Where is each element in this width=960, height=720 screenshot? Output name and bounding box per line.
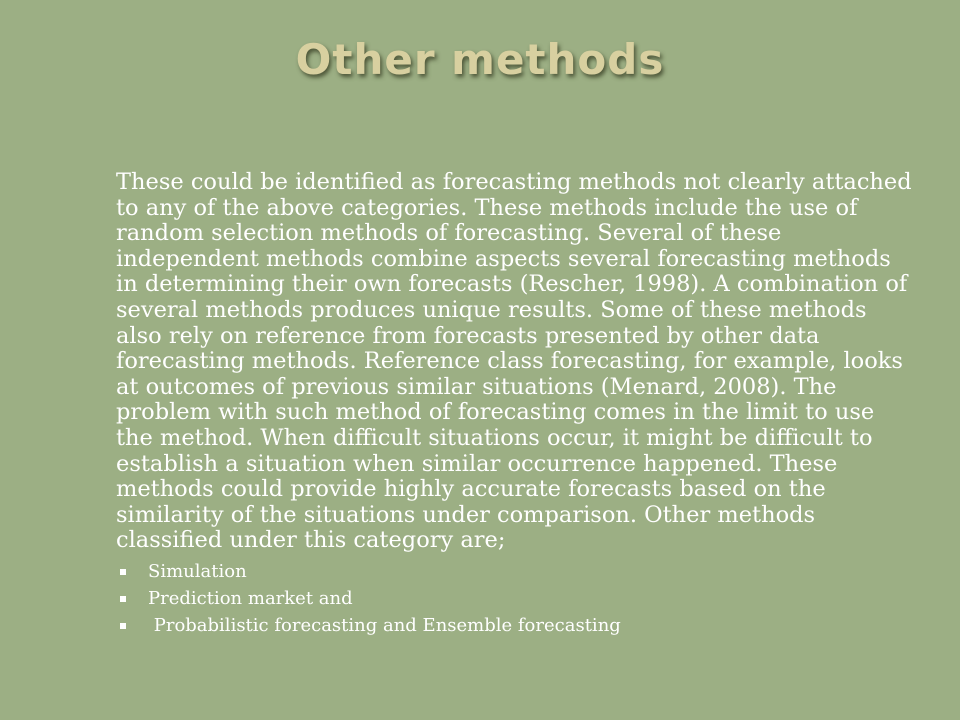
- slide-title: Other methods: [295, 35, 665, 84]
- bullet-text: Simulation: [148, 561, 247, 582]
- bullet-item: [116, 585, 916, 612]
- square-bullet-icon: [120, 596, 126, 602]
- bullet-text: Prediction market and: [148, 588, 353, 609]
- bullet-item: [116, 558, 916, 585]
- bullet-item: [116, 612, 916, 639]
- square-bullet-icon: [120, 623, 126, 629]
- bullet-text: Probabilistic forecasting and Ensemble forecasting: [148, 615, 621, 636]
- bullet-list: [116, 558, 916, 639]
- body-paragraph: These could be identified as forecasting methods not clearly attached to any of the above categories. These methods include the use of random selection methods of forecasting. Several of these independent methods combine aspects several forecasting methods in determining their own forecasts (Rescher, 1998). A combination of several methods produces unique results. Some of these methods also rely on reference from forecasts presented by other data forecasting methods. Reference class forecasting, for example, looks at outcomes of previous similar situations (Menard, 2008). The problem with such method of forecasting comes in the limit to use the method. When difficult situations occur, it might be difficult to establish a situation when similar occurrence happened. These methods could provide highly accurate forecasts based on the similarity of the situations under comparison. Other methods classified under this category are;: [116, 169, 912, 554]
- square-bullet-icon: [120, 569, 126, 575]
